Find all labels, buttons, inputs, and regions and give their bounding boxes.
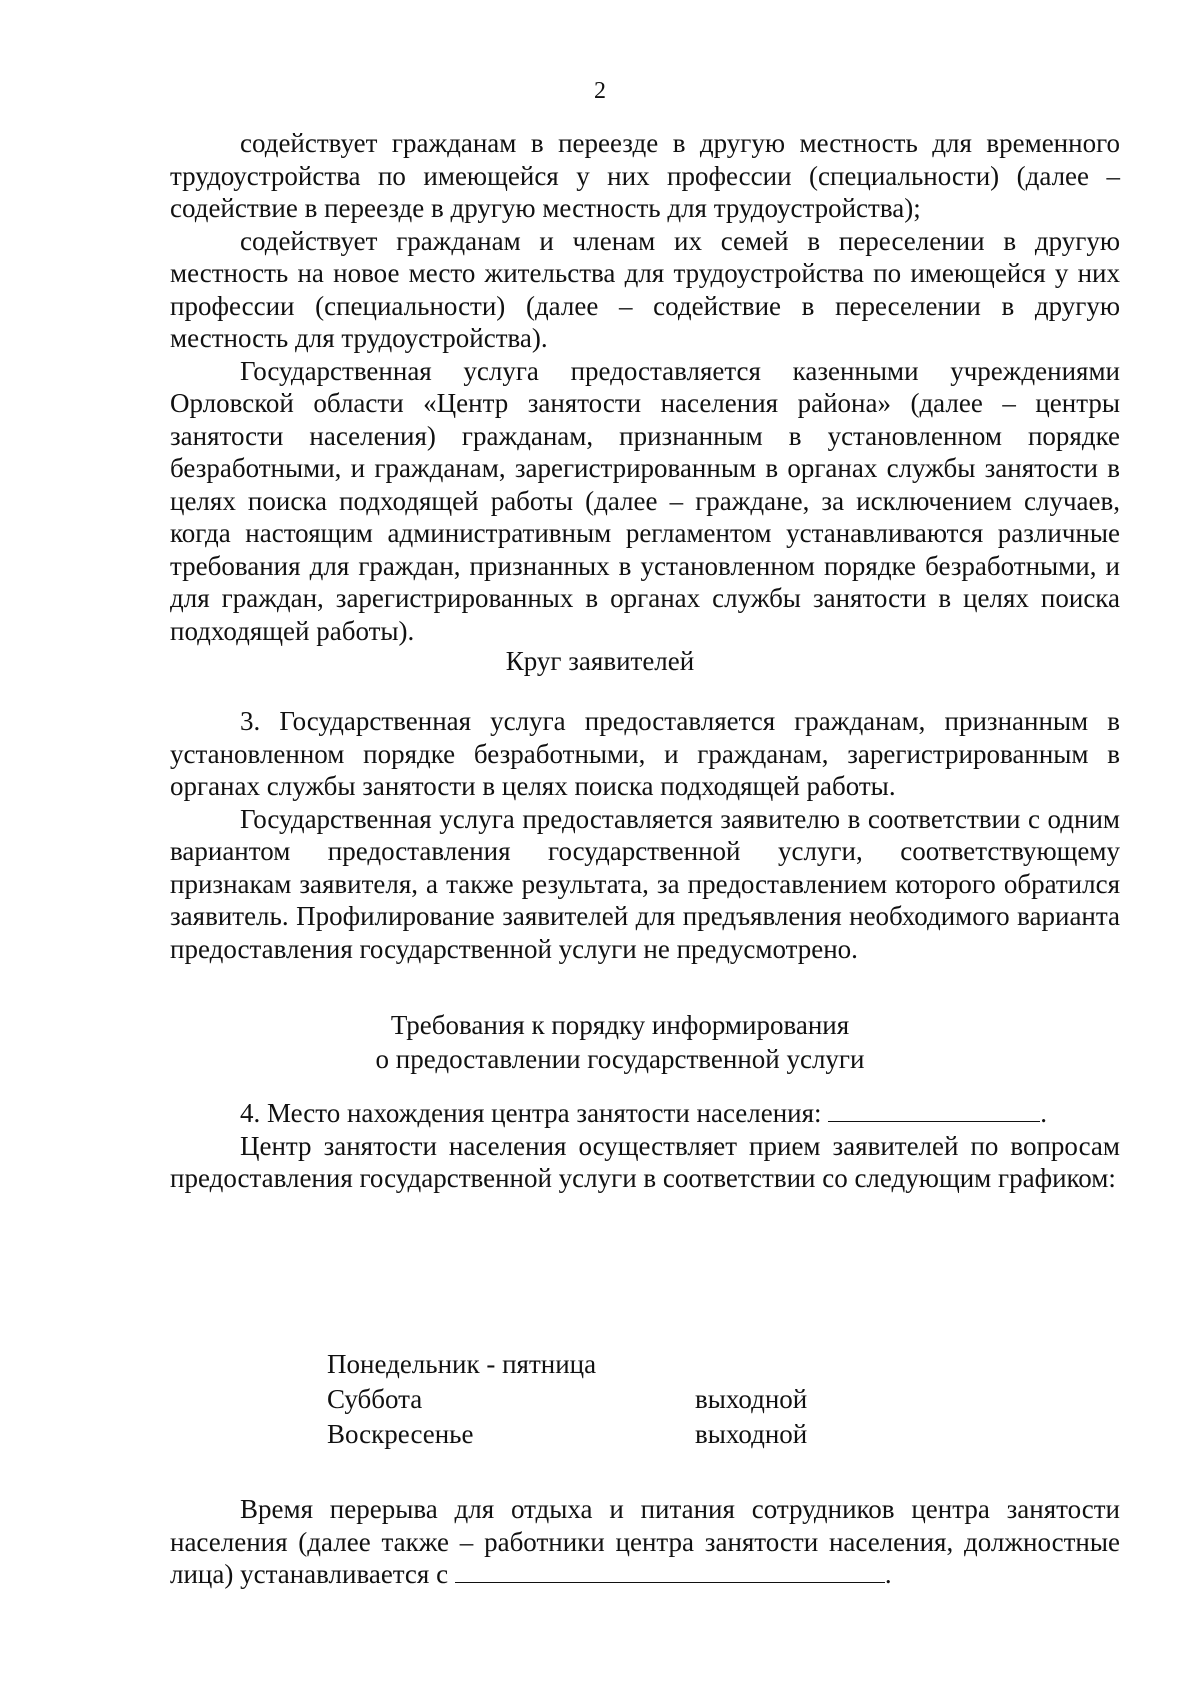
schedule-row bbox=[327, 1417, 807, 1452]
break-time-blank-field[interactable] bbox=[455, 1560, 885, 1583]
break-block bbox=[170, 1493, 1120, 1591]
heading-information-requirements: Требования к порядку информирования о предоставлении государственной услуги bbox=[375, 1010, 865, 1074]
schedule-row bbox=[327, 1347, 807, 1382]
intro-block bbox=[170, 127, 1120, 647]
paragraph-service-providers: Государственная услуга предоставляется казенными учреждениями Орловской области «Центр занятости населения района» (далее – центры занятости населения) гражданам, признанным в установленном порядке безработными, и гражданам, зарегистрированным в органах службы занятости в целях поиска подходящей работы (далее – граждане, за исключением случаев, когда настоящим административным регламентом устанавливаются различные требования для граждан, признанных в установленном порядке безработными, и для граждан, зарегистрированных в органах службы занятости в целях поиска подходящей работы). bbox=[170, 355, 1120, 646]
schedule-day: Воскресенье bbox=[327, 1419, 474, 1449]
paragraph-relocation-temporary: содействует гражданам в переезде в другую местность для временного трудоустройства по имеющейся у них профессии (специальности) (далее – содействие в переезде в другую местность для трудоустройства); bbox=[170, 128, 1120, 223]
schedule-table bbox=[327, 1347, 807, 1452]
schedule-value: выходной bbox=[695, 1384, 808, 1414]
paragraph-reception-schedule: Центр занятости населения осуществляет прием заявителей по вопросам предоставления государственной услуги в соответствии со следующим графиком: bbox=[170, 1130, 1120, 1193]
location-label: 4. Место нахождения центра занятости населения: bbox=[240, 1098, 822, 1128]
paragraph-break-time bbox=[170, 1493, 1120, 1591]
break-text: Время перерыва для отдыха и питания сотрудников центра занятости населения (далее также – работники центра занятости населения, должностные лица) устанавливается с bbox=[170, 1494, 1120, 1589]
paragraph-applicants-variant: Государственная услуга предоставляется заявителю в соответствии с одним вариантом предоставления государственной услуги, соответствующему признакам заявителя, а также результата, за предоставлением которого обратился заявитель. Профилирование заявителей для предъявления необходимого варианта предоставления государственной услуги не предусмотрено. bbox=[170, 803, 1120, 964]
paragraph-location bbox=[170, 1097, 1120, 1130]
schedule-day: Понедельник - пятница bbox=[327, 1349, 597, 1379]
applicants-block bbox=[170, 705, 1120, 965]
schedule-row bbox=[327, 1382, 807, 1417]
information-block bbox=[170, 1097, 1120, 1195]
paragraph-resettlement: содействует гражданам и членам их семей в переселении в другую местность на новое место жительства для трудоустройства по имеющейся у них профессии (специальности) (далее – содействие в переселении в другую местность для трудоустройства). bbox=[170, 225, 1120, 353]
paragraph-applicants-3: 3. Государственная услуга предоставляется гражданам, признанным в установленном порядке безработными, и гражданам, зарегистрированным в органах службы занятости в целях поиска подходящей работы. bbox=[170, 706, 1120, 801]
schedule-value: выходной bbox=[695, 1419, 808, 1449]
break-end: . bbox=[884, 1559, 892, 1589]
page-number: 2 bbox=[594, 78, 606, 104]
schedule-day: Суббота bbox=[327, 1384, 423, 1414]
heading-applicants: Круг заявителей bbox=[505, 646, 695, 676]
location-end: . bbox=[1040, 1098, 1048, 1128]
location-blank-field[interactable] bbox=[828, 1099, 1040, 1122]
